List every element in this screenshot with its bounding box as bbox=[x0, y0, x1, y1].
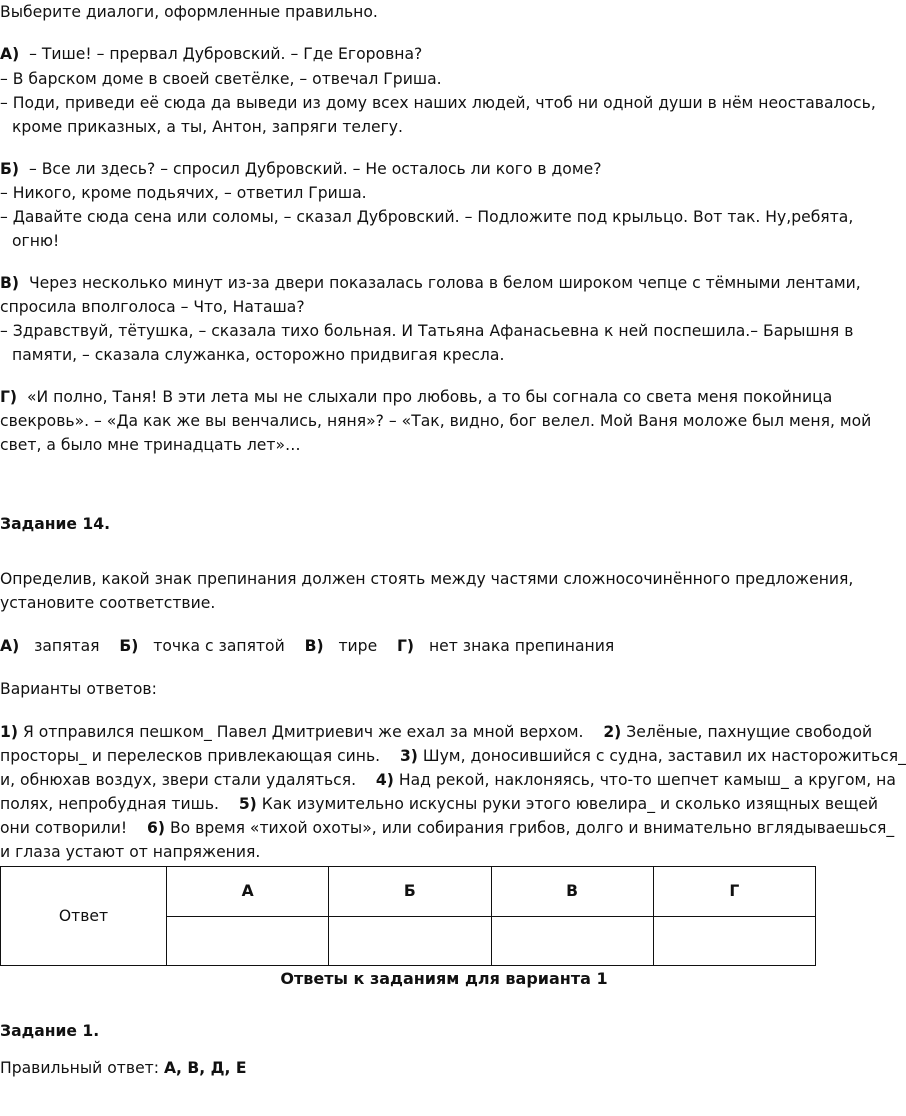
variant-4-number: 4) bbox=[375, 771, 394, 789]
task1-heading: Задание 1. bbox=[0, 1022, 100, 1040]
variant-2-continuation: просторы_ и перелесков привлекающая синь. bbox=[0, 747, 381, 765]
dialog-a-line-2: – В барском доме в своей светёлке, – отвечал Гриша. bbox=[0, 70, 442, 88]
dialog-b-line-2: – Никого, кроме подьячих, – ответил Гриша. bbox=[0, 184, 367, 202]
answer-row-label: Ответ bbox=[1, 867, 167, 966]
option-v-text: тире bbox=[338, 637, 378, 655]
variant-5-continuation: они сотворили! bbox=[0, 819, 128, 837]
dialog-g-line-2: свекровь». – «Да как же вы венчались, няня»? – «Так, видно, бог велел. Мой Ваня моложе был меня, мой bbox=[0, 412, 872, 430]
dialog-g-line-1 bbox=[0, 387, 832, 407]
answer-cell-b[interactable] bbox=[329, 916, 491, 966]
task14-instruction-line-2: установите соответствие. bbox=[0, 594, 216, 612]
answer-column-a: А bbox=[167, 867, 329, 917]
variant-3-number: 3) bbox=[399, 747, 418, 765]
correct-answer-line bbox=[0, 1058, 247, 1078]
dialog-v-marker: В) bbox=[0, 274, 20, 292]
variants-line-2 bbox=[0, 746, 906, 766]
variant-2-text: Зелёные, пахнущие свободой bbox=[626, 723, 873, 741]
variant-1-text: Я отправился пешком_ Павел Дмитриевич же ехал за мной верхом. bbox=[22, 723, 584, 741]
dialog-a-line-4: кроме приказных, а ты, Антон, запряги телегу. bbox=[12, 118, 403, 136]
task14-options bbox=[0, 636, 614, 656]
option-v-marker: В) bbox=[304, 637, 324, 655]
variant-6-text: Во время «тихой охоты», или собирания грибов, долго и внимательно вглядываешься_ bbox=[169, 819, 895, 837]
answer-column-v: В bbox=[491, 867, 653, 917]
task14-instruction-line-1: Определив, какой знак препинания должен стоять между частями сложносочинённого предложения, bbox=[0, 570, 854, 588]
answer-column-b: Б bbox=[329, 867, 491, 917]
variant-6-number: 6) bbox=[146, 819, 165, 837]
dialog-a-line-3: – Поди, приведи её сюда да выведи из дому всех наших людей, чтоб ни одной души в нём неоставалось, bbox=[0, 94, 876, 112]
dialog-b-marker: Б) bbox=[0, 160, 20, 178]
dialog-g-text: «И полно, Таня! В эти лета мы не слыхали про любовь, а то бы согнала со света меня покойница bbox=[27, 388, 833, 406]
option-b-text: точка с запятой bbox=[153, 637, 285, 655]
intro-text: Выберите диалоги, оформленные правильно. bbox=[0, 3, 378, 21]
variant-4-continuation: полях, непробудная тишь. bbox=[0, 795, 219, 813]
variant-4-text: Над рекой, наклоняясь, что-то шепчет камыш_ а кругом, на bbox=[398, 771, 896, 789]
dialog-b-text: – Все ли здесь? – спросил Дубровский. – Не осталось ли кого в доме? bbox=[28, 160, 602, 178]
variant-3-text: Шум, доносившийся с судна, заставил их насторожиться_ bbox=[422, 747, 906, 765]
option-a-text: запятая bbox=[34, 637, 100, 655]
option-g-text: нет знака препинания bbox=[428, 637, 615, 655]
dialog-v-line-4: памяти, – сказала служанка, осторожно придвигая кресла. bbox=[12, 346, 505, 364]
variants-line-3 bbox=[0, 770, 896, 790]
variants-line-1 bbox=[0, 722, 872, 742]
answer-column-g: Г bbox=[653, 867, 815, 917]
answer-cell-v[interactable] bbox=[491, 916, 653, 966]
variant-5-text: Как изумительно искусны руки этого ювелира_ и сколько изящных вещей bbox=[261, 795, 879, 813]
answer-cell-a[interactable] bbox=[167, 916, 329, 966]
variants-label: Варианты ответов: bbox=[0, 680, 157, 698]
dialog-a-marker: А) bbox=[0, 45, 20, 63]
dialog-v-line-2: спросила вполголоса – Что, Наташа? bbox=[0, 298, 305, 316]
variants-line-6: и глаза устают от напряжения. bbox=[0, 843, 261, 861]
variants-line-5 bbox=[0, 818, 894, 838]
dialog-b-line-3: – Давайте сюда сена или соломы, – сказал Дубровский. – Подложите под крыльцо. Вот так. Ну,ребята, bbox=[0, 208, 854, 226]
option-b-marker: Б) bbox=[119, 637, 139, 655]
dialog-b-line-1 bbox=[0, 159, 601, 179]
task14-heading: Задание 14. bbox=[0, 515, 111, 533]
variant-1-number: 1) bbox=[0, 723, 18, 741]
variant-3-continuation: и, обнюхав воздух, звери стали удаляться. bbox=[0, 771, 357, 789]
dialog-v-line-1 bbox=[0, 273, 861, 293]
correct-answer-value: А, В, Д, Е bbox=[163, 1059, 247, 1077]
answer-table bbox=[0, 866, 816, 966]
variant-2-number: 2) bbox=[603, 723, 622, 741]
dialog-g-marker: Г) bbox=[0, 388, 18, 406]
variant-5-number: 5) bbox=[238, 795, 257, 813]
dialog-b-line-4: огню! bbox=[12, 232, 60, 250]
variants-line-4 bbox=[0, 794, 878, 814]
dialog-v-text: Через несколько минут из-за двери показалась голова в белом широком чепце с тёмными лентами, bbox=[28, 274, 861, 292]
answer-cell-g[interactable] bbox=[653, 916, 815, 966]
answers-title: Ответы к заданиям для варианта 1 bbox=[280, 969, 608, 988]
dialog-a-line-1 bbox=[0, 44, 422, 64]
dialog-v-line-3: – Здравствуй, тётушка, – сказала тихо больная. И Татьяна Афанасьевна к ней поспешила.– Барышня в bbox=[0, 322, 854, 340]
option-g-marker: Г) bbox=[397, 637, 415, 655]
option-a-marker: А) bbox=[0, 637, 20, 655]
dialog-g-line-3: свет, а было мне тринадцать лет»… bbox=[0, 436, 301, 454]
correct-answer-label: Правильный ответ: bbox=[0, 1059, 160, 1077]
dialog-a-text: – Тише! – прервал Дубровский. – Где Егоровна? bbox=[29, 45, 423, 63]
